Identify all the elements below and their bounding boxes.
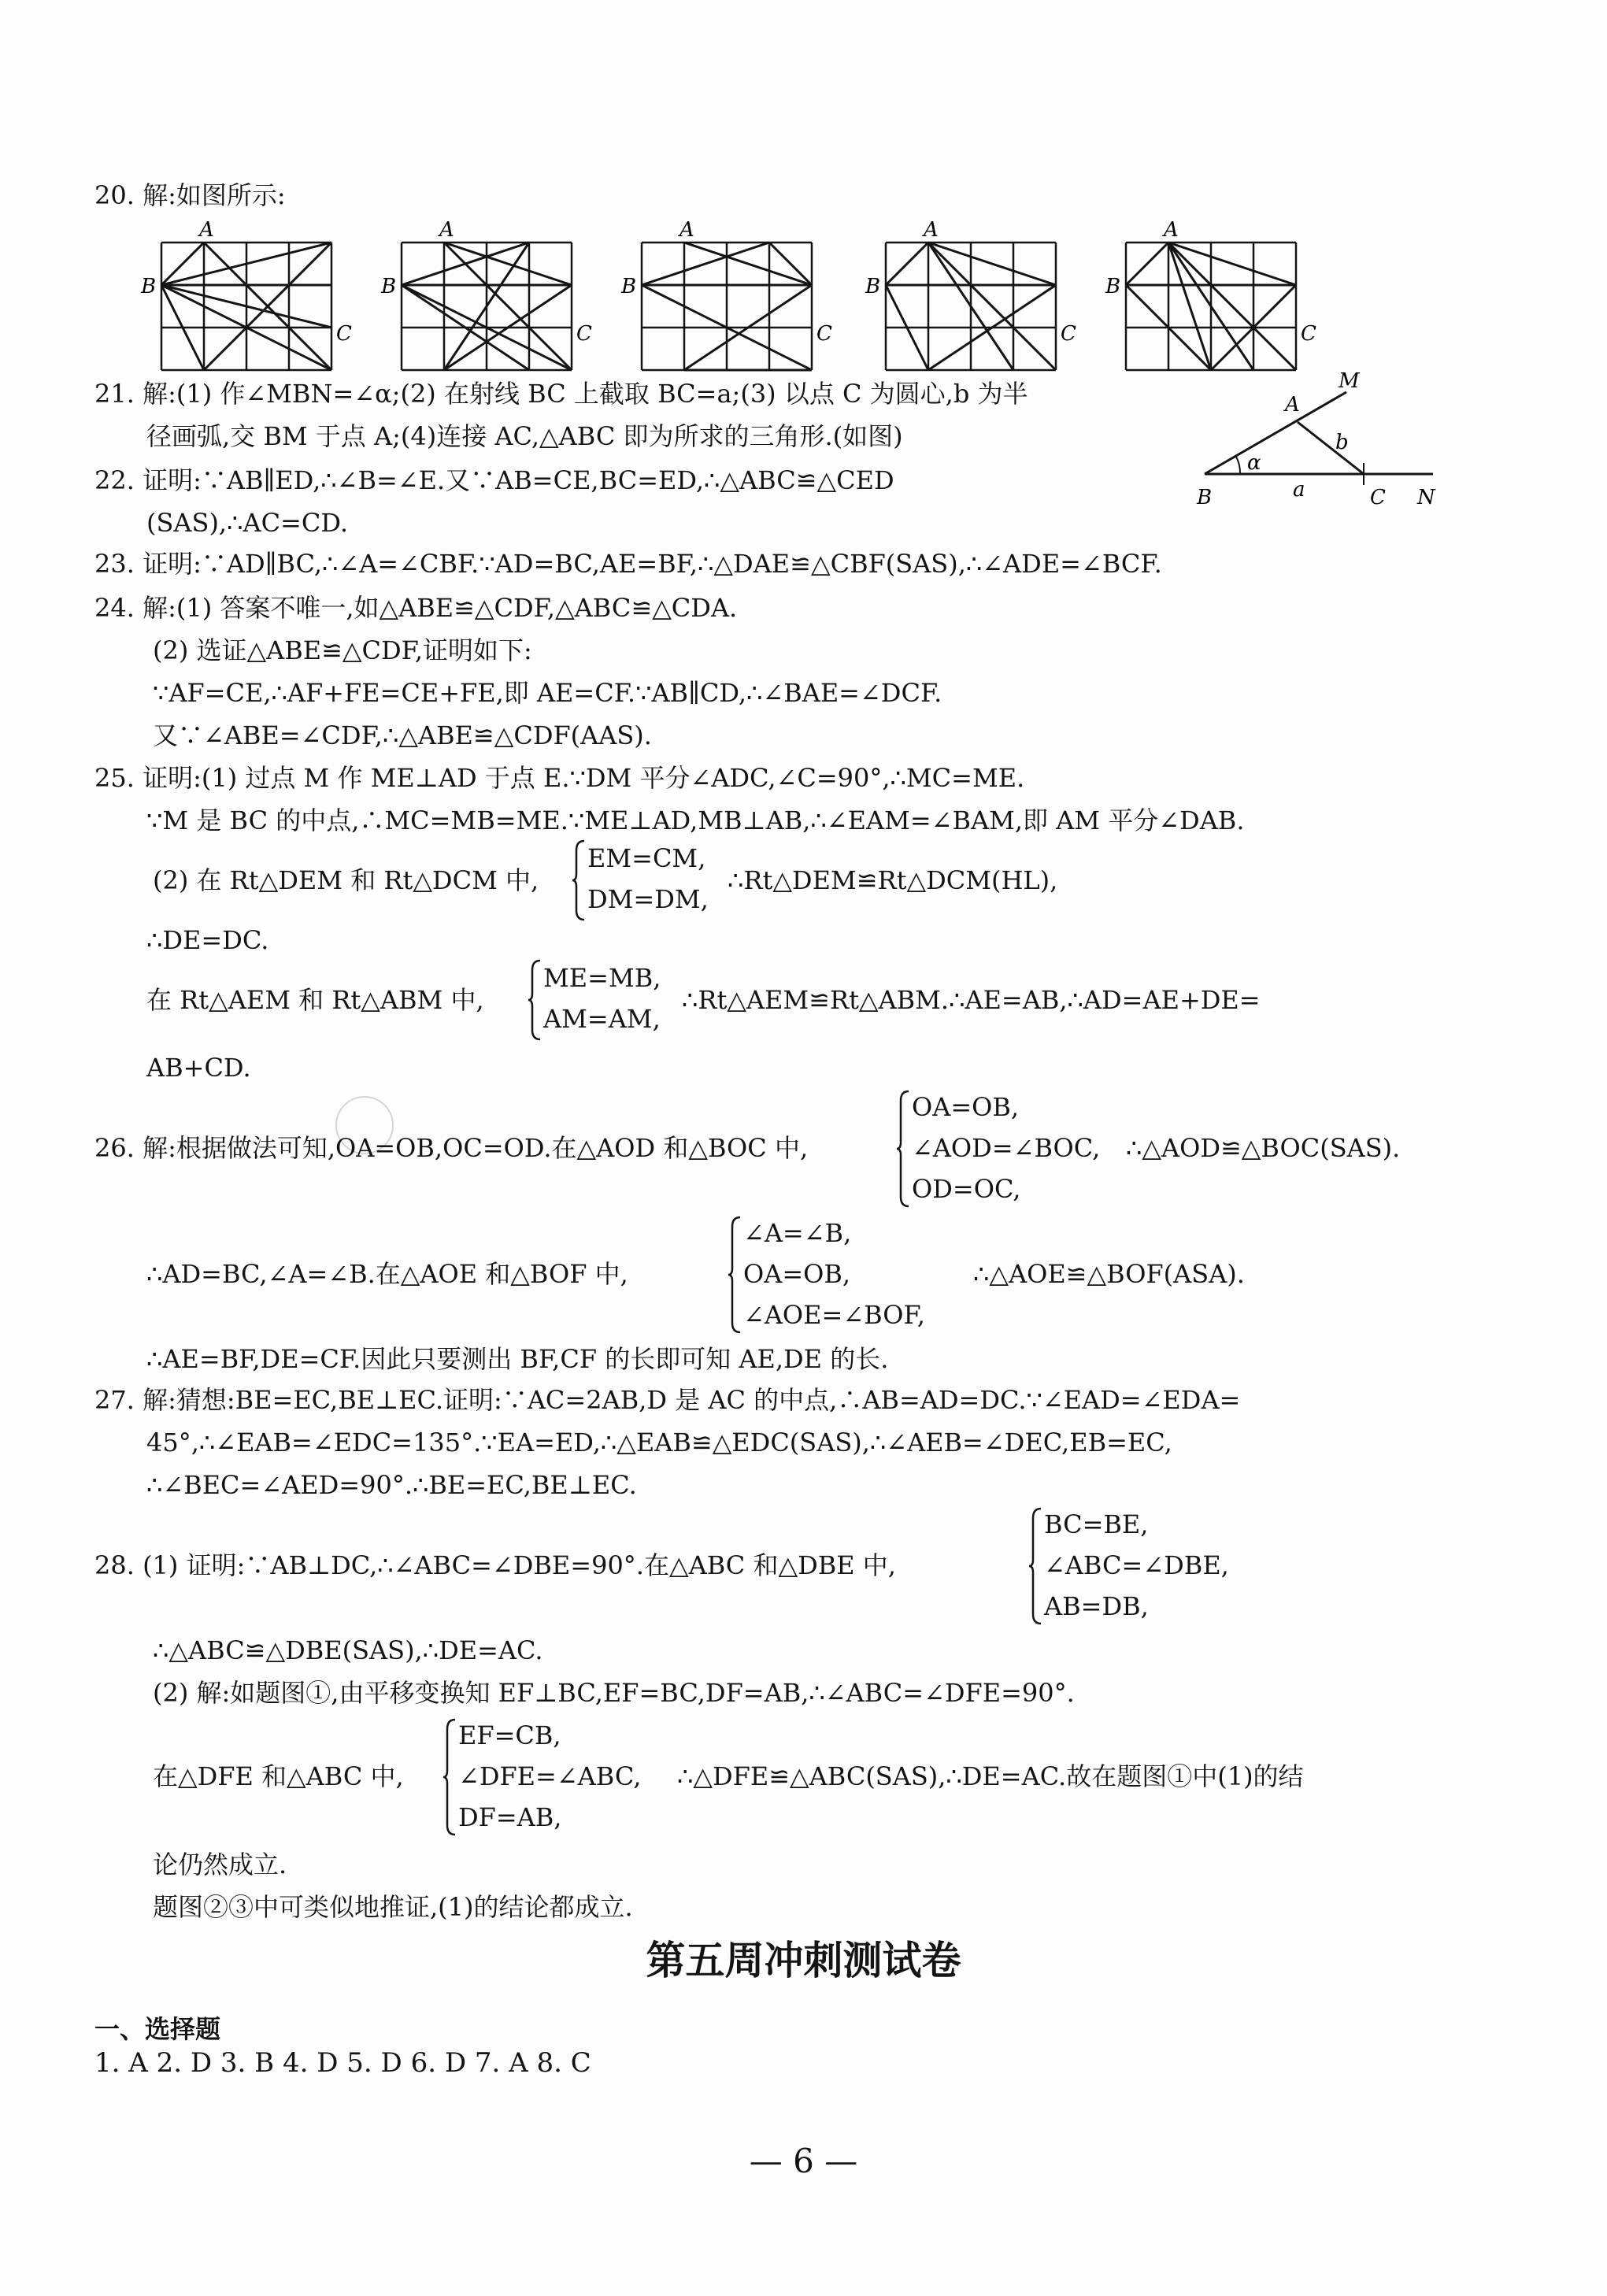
grid-figure-3 bbox=[618, 217, 851, 384]
q27-line1: 27. 解:猜想:BE=EC,BE⊥EC.证明:∵AC=2AB,D 是 AC 的中点,∴AB=AD=DC.∵∠EAD=∠EDA= bbox=[94, 1385, 1241, 1415]
q25-line2: ∵M 是 BC 的中点,∴MC=MB=ME.∵ME⊥AD,MB⊥AB,∴∠EAM=∠BAM,即 AM 平分∠DAB. bbox=[146, 805, 1245, 835]
brace-icon bbox=[572, 839, 586, 921]
q28-line1-pre: 28. (1) 证明:∵AB⊥DC,∴∠ABC=∠DBE=90°.在△ABC 和△DBE 中, bbox=[94, 1550, 896, 1580]
q28-cond3: AB=DB, bbox=[1044, 1591, 1149, 1621]
q21-line1: 21. 解:(1) 作∠MBN=∠α;(2) 在射线 BC 上截取 BC=a;(3) 以点 C 为圆心,b 为半 bbox=[94, 379, 1028, 409]
q28-cond4: EF=CB, bbox=[458, 1720, 561, 1750]
q28-line3: (2) 解:如题图①,由平移变换知 EF⊥BC,EF=BC,DF=AB,∴∠ABC=∠DFE=90°. bbox=[153, 1678, 1075, 1708]
q24-line1: 24. 解:(1) 答案不唯一,如△ABE≌△CDF,△ABC≌△CDA. bbox=[94, 593, 738, 623]
q21-line2: 径画弧,交 BM 于点 A;(4)连接 AC,△ABC 即为所求的三角形.(如图) bbox=[146, 421, 903, 451]
q25-cond1: EM=CM, bbox=[587, 843, 706, 873]
q27-line2: 45°,∴∠EAB=∠EDC=135°.∵EA=ED,∴△EAB≌△EDC(SAS),∴∠AEB=∠DEC,EB=EC, bbox=[146, 1428, 1172, 1457]
triangle-edge bbox=[928, 243, 1056, 370]
q24-line2: (2) 选证△ABE≌△CDF,证明如下: bbox=[153, 635, 532, 665]
angle-arc bbox=[1236, 457, 1240, 474]
q26-cond1: OA=OB, bbox=[912, 1092, 1020, 1122]
q25-line5-post: ∴Rt△AEM≌Rt△ABM.∴AE=AB,∴AD=AE+DE= bbox=[682, 985, 1261, 1015]
q26-cond6: ∠AOE=∠BOF, bbox=[743, 1300, 925, 1330]
q26-line1-post: ∴△AOD≌△BOC(SAS). bbox=[1126, 1133, 1401, 1163]
q25-line5-pre: 在 Rt△AEM 和 Rt△ABM 中, bbox=[146, 985, 484, 1015]
grid-label-b: B bbox=[1105, 275, 1121, 298]
grid-label-a: A bbox=[439, 218, 454, 242]
q28-line6: 题图②③中可类似地推证,(1)的结论都成立. bbox=[153, 1892, 633, 1922]
grid-figure-2 bbox=[378, 217, 611, 384]
triangle-edge bbox=[1126, 243, 1168, 285]
q26-cond3: OD=OC, bbox=[912, 1174, 1021, 1204]
grid-label-c: C bbox=[1061, 322, 1076, 346]
q28-cond2: ∠ABC=∠DBE, bbox=[1044, 1550, 1229, 1580]
q25-line3-post: ∴Rt△DEM≌Rt△DCM(HL), bbox=[728, 865, 1058, 895]
q25-cond2: DM=DM, bbox=[587, 884, 709, 914]
q25-cond3: ME=MB, bbox=[543, 963, 661, 993]
grid-label-a: A bbox=[1164, 218, 1179, 242]
grid-figure-5 bbox=[1102, 217, 1335, 384]
brace-icon bbox=[1028, 1507, 1042, 1625]
grid-label-a: A bbox=[924, 218, 939, 242]
q24-line3: ∵AF=CE,∴AF+FE=CE+FE,即 AE=CF.∵AB∥CD,∴∠BAE=∠DCF. bbox=[153, 678, 942, 708]
triangle-edge bbox=[1168, 243, 1296, 370]
q25-line1: 25. 证明:(1) 过点 M 作 ME⊥AD 于点 E.∵DM 平分∠ADC,∠C=90°,∴MC=ME. bbox=[94, 763, 1025, 793]
label-a: a bbox=[1293, 478, 1305, 502]
q22-line1: 22. 证明:∵AB∥ED,∴∠B=∠E.又∵AB=CE,BC=ED,∴△ABC≌△CED bbox=[94, 465, 894, 495]
choice-answers: 1. A 2. D 3. B 4. D 5. D 6. D 7. A 8. C bbox=[94, 2047, 591, 2079]
label-b: b bbox=[1335, 431, 1349, 454]
q26-cond5: OA=OB, bbox=[743, 1259, 851, 1289]
triangle-edge bbox=[1168, 243, 1211, 370]
triangle-edge bbox=[928, 243, 1056, 285]
triangle-edge bbox=[444, 243, 572, 370]
segment-ac bbox=[1298, 422, 1364, 474]
triangle-edge bbox=[886, 243, 928, 285]
q20-text: 20. 解:如图所示: bbox=[94, 180, 286, 210]
q28-line4-pre: 在△DFE 和△ABC 中, bbox=[153, 1761, 404, 1791]
label-N: N bbox=[1417, 486, 1435, 509]
q25-line4: ∴DE=DC. bbox=[146, 925, 269, 955]
brace-icon bbox=[896, 1090, 910, 1208]
q28-cond6: DF=AB, bbox=[458, 1802, 562, 1832]
grid-label-b: B bbox=[141, 275, 157, 298]
label-C: C bbox=[1370, 486, 1386, 509]
label-B: B bbox=[1197, 486, 1213, 509]
brace-icon bbox=[728, 1216, 742, 1334]
grid-label-a: A bbox=[679, 218, 694, 242]
q26-cond2: ∠AOD=∠BOC, bbox=[912, 1133, 1101, 1163]
q23-line: 23. 证明:∵AD∥BC,∴∠A=∠CBF.∵AD=BC,AE=BF,∴△DAE≌△CBF(SAS),∴∠ADE=∠BCF. bbox=[94, 549, 1162, 579]
brace-icon bbox=[528, 959, 542, 1041]
grid-label-c: C bbox=[336, 322, 352, 346]
grid-label-b: B bbox=[865, 275, 881, 298]
q26-line2-pre: ∴AD=BC,∠A=∠B.在△AOE 和△BOF 中, bbox=[146, 1259, 628, 1289]
grid-label-c: C bbox=[1301, 322, 1316, 346]
ray-bm bbox=[1205, 392, 1346, 474]
label-A: A bbox=[1285, 393, 1300, 417]
q26-line3: ∴AE=BF,DE=CF.因此只要测出 BF,CF 的长即可知 AE,DE 的长. bbox=[146, 1344, 889, 1374]
q25-line3-pre: (2) 在 Rt△DEM 和 Rt△DCM 中, bbox=[153, 865, 539, 895]
grid-label-c: C bbox=[816, 322, 832, 346]
grid-label-b: B bbox=[381, 275, 397, 298]
q25-cond4: AM=AM, bbox=[543, 1004, 661, 1034]
q26-cond4: ∠A=∠B, bbox=[743, 1218, 852, 1248]
q28-cond5: ∠DFE=∠ABC, bbox=[458, 1761, 642, 1791]
q25-line6: AB+CD. bbox=[146, 1053, 251, 1083]
section-title: 第五周冲刺测试卷 bbox=[646, 1937, 961, 1983]
q21-figure bbox=[1181, 370, 1449, 512]
q26-line2-post: ∴△AOE≌△BOF(ASA). bbox=[973, 1259, 1245, 1289]
grid-label-b: B bbox=[621, 275, 637, 298]
brace-icon bbox=[442, 1718, 457, 1836]
q24-line4: 又∵∠ABE=∠CDF,∴△ABE≌△CDF(AAS). bbox=[153, 720, 652, 750]
grid-figure-1 bbox=[138, 217, 371, 384]
q27-line3: ∴∠BEC=∠AED=90°.∴BE=EC,BE⊥EC. bbox=[146, 1470, 637, 1500]
q28-line2: ∴△ABC≌△DBE(SAS),∴DE=AC. bbox=[153, 1635, 543, 1665]
q26-line1-pre: 26. 解:根据做法可知,OA=OB,OC=OD.在△AOD 和△BOC 中, bbox=[94, 1133, 809, 1163]
q28-line4-post: ∴△DFE≌△ABC(SAS),∴DE=AC.故在题图①中(1)的结 bbox=[677, 1761, 1304, 1791]
label-M: M bbox=[1339, 370, 1360, 393]
page-number: — 6 — bbox=[749, 2142, 858, 2180]
q22-line2: (SAS),∴AC=CD. bbox=[146, 508, 349, 538]
grid-label-a: A bbox=[199, 218, 214, 242]
triangle-edge bbox=[1168, 243, 1296, 285]
grid-label-c: C bbox=[576, 322, 592, 346]
q28-cond1: BC=BE, bbox=[1044, 1509, 1149, 1539]
grid-figure-4 bbox=[862, 217, 1095, 384]
label-alpha: α bbox=[1247, 451, 1261, 475]
section-heading: 一、选择题 bbox=[94, 2014, 221, 2044]
q28-line5: 论仍然成立. bbox=[153, 1850, 287, 1879]
